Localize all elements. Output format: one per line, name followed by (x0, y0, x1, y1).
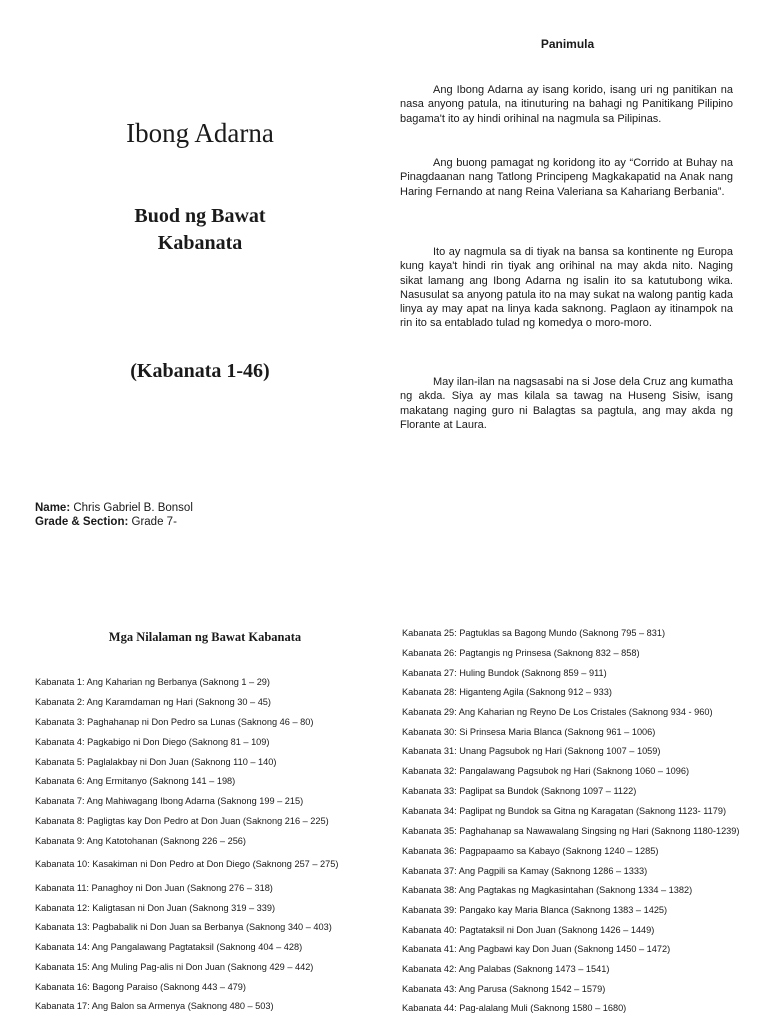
contents-heading: Mga Nilalaman ng Bawat Kabanata (108, 630, 302, 644)
panimula-paragraph: May ilan-ilan na nagsasabi na si Jose dela Cruz ang kumatha ng akda. Siya ay mas kilala sa tawag na Huseng Sisiw, isang makatang naging guro ni Balagtas sa pagtula, ang may akda ng Florante at Laura. (400, 376, 733, 431)
toc-item: Kabanata 25: Pagtuklas sa Bagong Mundo (Saknong 795 – 831) (402, 628, 666, 638)
toc-item: Kabanata 14: Ang Pangalawang Pagtataksil (Saknong 404 – 428) (35, 942, 303, 952)
toc-item: Kabanata 30: Si Prinsesa Maria Blanca (Saknong 961 – 1006) (402, 727, 656, 737)
toc-item: Kabanata 33: Paglipat sa Bundok (Saknong 1097 – 1122) (402, 786, 637, 796)
toc-item: Kabanata 15: Ang Muling Pag-alis ni Don Juan (Saknong 429 – 442) (35, 962, 314, 972)
toc-item: Kabanata 4: Pagkabigo ni Don Diego (Saknong 81 – 109) (35, 737, 270, 747)
toc-item: Kabanata 37: Ang Pagpili sa Kamay (Saknong 1286 – 1333) (402, 866, 648, 876)
subtitle-line: Buod ng Bawat (134, 205, 266, 227)
toc-item: Kabanata 31: Unang Pagsubok ng Hari (Saknong 1007 – 1059) (402, 746, 661, 756)
panimula-paragraph: Ang Ibong Adarna ay isang korido, isang uri ng panitikan na nasa anyong patula, na itinuturing na bahagi ng Panitikang Pilipino bagama't ito ay hindi orihinal na nagmula sa Pilipinas. (400, 84, 733, 125)
toc-item: Kabanata 39: Pangako kay Maria Blanca (Saknong 1383 – 1425) (402, 905, 668, 915)
toc-item: Kabanata 32: Pangalawang Pagsubok ng Hari (Saknong 1060 – 1096) (402, 766, 690, 776)
book-subtitle (0, 203, 400, 257)
toc-item: Kabanata 17: Ang Balon sa Armenya (Saknong 480 – 503) (35, 1001, 274, 1011)
toc-item: Kabanata 38: Ang Pagtakas ng Magkasintahan (Saknong 1334 – 1382) (402, 885, 693, 895)
subtitle-line: Kabanata (157, 232, 243, 254)
toc-item: Kabanata 11: Panaghoy ni Don Juan (Saknong 276 – 318) (35, 883, 273, 893)
toc-item: Kabanata 40: Pagtataksil ni Don Juan (Saknong 1426 – 1449) (402, 925, 655, 935)
toc-item: Kabanata 35: Paghahanap sa Nawawalang Singsing ng Hari (Saknong 1180-1239) (402, 826, 740, 836)
grade-value: Grade 7- (131, 516, 177, 528)
toc-item: Kabanata 3: Paghahanap ni Don Pedro sa Lunas (Saknong 46 – 80) (35, 717, 314, 727)
toc-item: Kabanata 12: Kaligtasan ni Don Juan (Saknong 319 – 339) (35, 903, 276, 913)
toc-item: Kabanata 1: Ang Kaharian ng Berbanya (Saknong 1 – 29) (35, 677, 270, 687)
toc-item: Kabanata 5: Paglalakbay ni Don Juan (Saknong 110 – 140) (35, 757, 277, 767)
toc-item: Kabanata 10: Kasakiman ni Don Pedro at Don Diego (Saknong 257 – 275) (35, 859, 339, 869)
panimula-paragraph: Ang buong pamagat ng koridong ito ay “Corrido at Buhay na Pinagdaanan nang Tatlong Principeng Magkakapatid na Anak nang Haring Fernando at nang Reina Valeriana sa Kahariang Berbania”. (400, 157, 733, 198)
toc-item: Kabanata 8: Pagligtas kay Don Pedro at Don Juan (Saknong 216 – 225) (35, 816, 329, 826)
toc-item: Kabanata 43: Ang Parusa (Saknong 1542 – 1579) (402, 984, 606, 994)
author-name-line (35, 502, 193, 514)
toc-item: Kabanata 28: Higanteng Agila (Saknong 912 – 933) (402, 687, 612, 697)
grade-section-line (35, 516, 177, 528)
toc-item: Kabanata 36: Pagpapaamo sa Kabayo (Saknong 1240 – 1285) (402, 846, 659, 856)
toc-item: Kabanata 41: Ang Pagbawi kay Don Juan (Saknong 1450 – 1472) (402, 944, 671, 954)
name-label: Name: (35, 502, 71, 514)
grade-label: Grade & Section: (35, 516, 129, 528)
toc-item: Kabanata 16: Bagong Paraiso (Saknong 443 – 479) (35, 982, 246, 992)
toc-item: Kabanata 2: Ang Karamdaman ng Hari (Saknong 30 – 45) (35, 697, 271, 707)
toc-item: Kabanata 34: Paglipat ng Bundok sa Gitna ng Karagatan (Saknong 1123- 1179) (402, 806, 727, 816)
panimula-paragraph: Ito ay nagmula sa di tiyak na bansa sa kontinente ng Europa kung kaya't hindi rin tiyak ang orihinal na may akda nito. Naging sikat lamang ang Ibong Adarna ng isalin ito sa katutubong wika. Nasusulat sa anyong patula ito na may sukat na walong pantig kada linya ay may apat na linya kada saknong. Paglaon ay itinampok na rin ito sa entablado tulad ng komedya o moro-moro. (400, 246, 733, 330)
toc-item: Kabanata 7: Ang Mahiwagang Ibong Adarna (Saknong 199 – 215) (35, 796, 304, 806)
name-value: Chris Gabriel B. Bonsol (73, 502, 193, 514)
toc-item: Kabanata 9: Ang Katotohanan (Saknong 226 – 256) (35, 836, 246, 846)
toc-item: Kabanata 13: Pagbabalik ni Don Juan sa Berbanya (Saknong 340 – 403) (35, 922, 332, 932)
toc-item: Kabanata 6: Ang Ermitanyo (Saknong 141 – 198) (35, 776, 236, 786)
toc-item: Kabanata 26: Pagtangis ng Prinsesa (Saknong 832 – 858) (402, 648, 640, 658)
book-title: Ibong Adarna (126, 118, 274, 148)
toc-item: Kabanata 29: Ang Kaharian ng Reyno De Los Cristales (Saknong 934 - 960) (402, 707, 713, 717)
chapter-range: (Kabanata 1-46) (130, 360, 270, 382)
panimula-heading: Panimula (540, 37, 595, 51)
toc-item: Kabanata 44: Pag-alalang Muli (Saknong 1580 – 1680) (402, 1003, 627, 1013)
toc-item: Kabanata 42: Ang Palabas (Saknong 1473 – 1541) (402, 964, 610, 974)
toc-item: Kabanata 27: Huling Bundok (Saknong 859 – 911) (402, 668, 607, 678)
